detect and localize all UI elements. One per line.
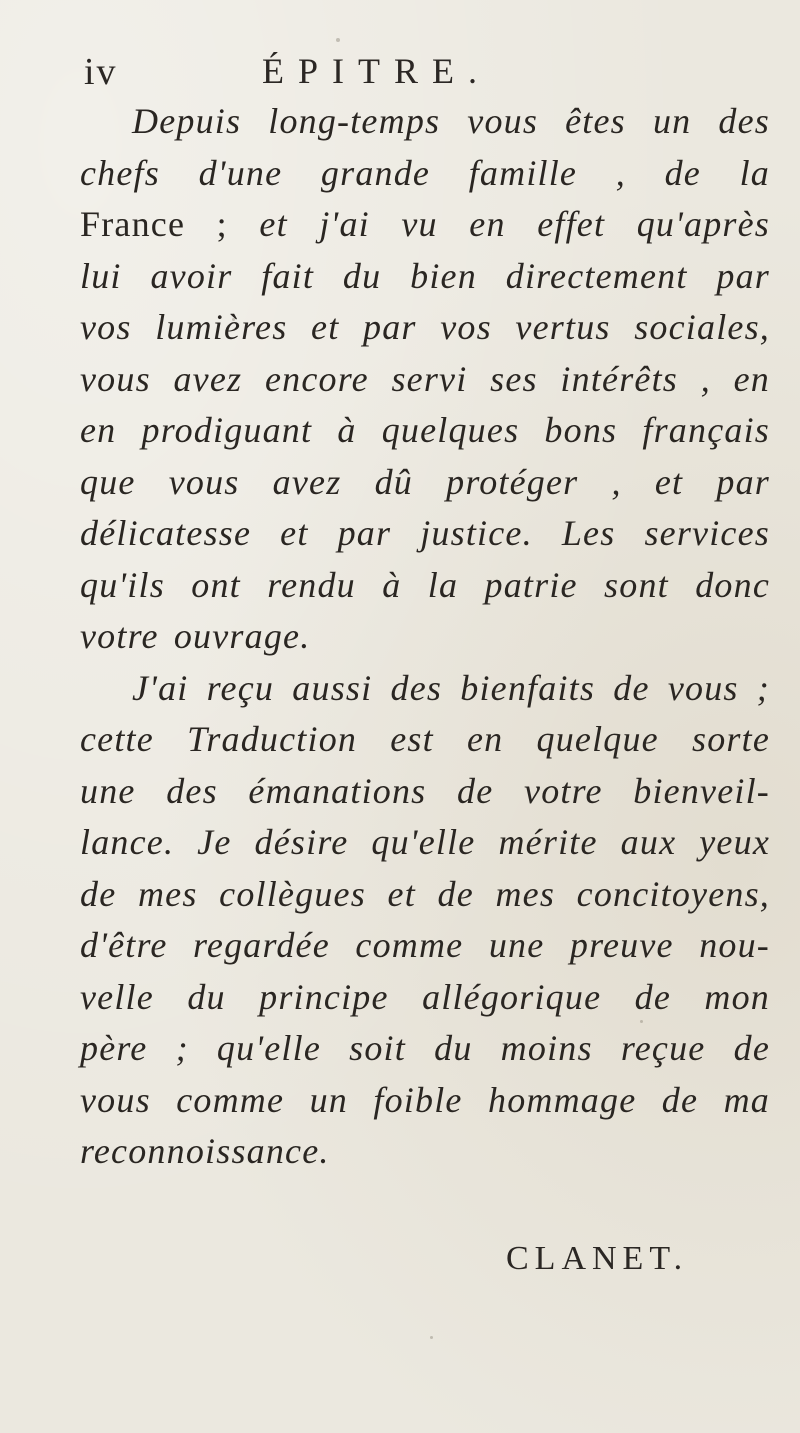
text-line: de mes collègues et de mes concitoyens, (80, 873, 770, 914)
text-line: vos lumières et par vos vertus sociales, (80, 307, 770, 347)
paper-speck (430, 1336, 433, 1339)
text-line: délicatesse et par justice. Les services (80, 513, 770, 553)
paper-speck (232, 318, 235, 321)
text-line: père ; qu'elle soit du moins reçue de (80, 1028, 770, 1068)
running-title: ÉPITRE. (262, 51, 491, 91)
paper-speck (336, 38, 340, 42)
paper-speck (640, 1020, 643, 1023)
text-line: Depuis long-temps vous êtes un des (132, 101, 770, 141)
page-header (0, 36, 800, 96)
text-line: une des émanations de votre bienveil- (80, 770, 770, 811)
text-line: vous avez encore servi ses intérêts , en (80, 358, 770, 399)
text-line: en prodiguant à quelques bons français (80, 410, 770, 450)
text-line: d'être regardée comme une preuve nou- (80, 925, 770, 965)
text-line: vous comme un foible hommage de ma (80, 1079, 770, 1120)
text-line (80, 199, 770, 251)
text-line-roman: France ; (80, 204, 260, 244)
text-line: cette Traduction est en quelque sorte (80, 719, 770, 759)
signature: CLANET. (506, 1240, 689, 1277)
text-line: velle du principe allégorique de mon (80, 976, 770, 1017)
text-line: lui avoir fait du bien directement par (80, 255, 770, 296)
text-line: que vous avez dû protéger , et par (80, 461, 770, 502)
text-line: chefs d'une grande famille , de la (80, 152, 770, 193)
text-line-italic: et j'ai vu en effet qu'après (259, 204, 770, 244)
text-line: J'ai reçu aussi des bienfaits de vous ; (132, 667, 770, 708)
page-number: iv (84, 51, 118, 93)
text-line: votre ouvrage. (80, 616, 311, 656)
epistle-text (80, 96, 770, 1178)
text-line: lance. Je désire qu'elle mérite aux yeux (80, 822, 770, 862)
text-line: reconnoissance. (80, 1131, 330, 1171)
text-line: qu'ils ont rendu à la patrie sont donc (80, 564, 770, 605)
